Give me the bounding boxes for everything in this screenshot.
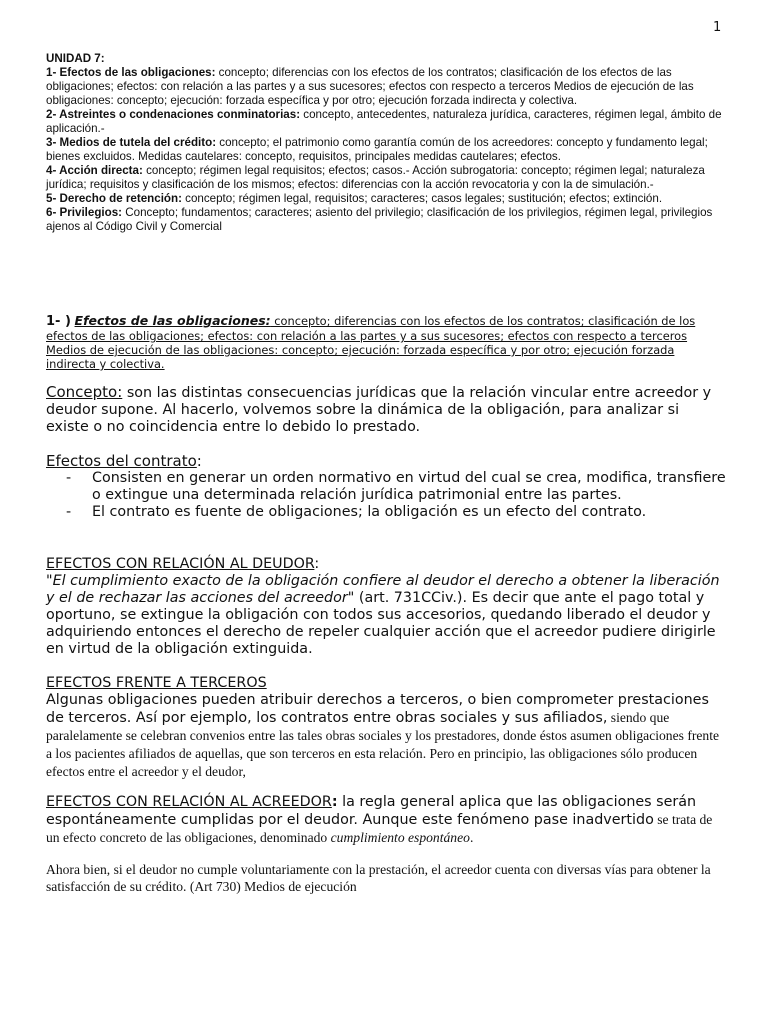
efectos-contrato-list [46, 470, 726, 521]
efectos-deudor-heading: EFECTOS CON RELACIÓN AL DEUDOR [46, 556, 315, 572]
efectos-contrato-heading: Efectos del contrato [46, 452, 197, 470]
unit-title: UNIDAD 7: [46, 52, 105, 65]
efectos-deudor-block: EFECTOS CON RELACIÓN AL DEUDOR: "El cumplimiento exacto de la obligación confiere al deudor el derecho a obtener la liberación y el de rechazar las acciones del acreedor" (art. 731CCiv.). Es decir que ante el pago total y oportuno, se extingue la obligación con todos sus accesorios, quedando liberado el deudor y adquiriendo entonces el derecho de repeler cualquier acción que el acreedor pudiere dirigirle en virtud de la obligación extinguida. [46, 556, 726, 658]
unit-syllabus [46, 52, 722, 234]
syllabus-item-1: 1- Efectos de las obligaciones: concepto; diferencias con los efectos de los contratos; clasificación de los efectos de las obligaciones; efectos: con relación a las partes y a sus sucesores; efectos con respecto a terceros Medios de ejecución de las obligaciones: concepto; ejecución: forzada específica y por otro; ejecución forzada indirecta y colectiva. [46, 66, 694, 107]
syllabus-item-4: 4- Acción directa: concepto; régimen legal requisitos; efectos; casos.- Acción subrogatoria: concepto; régimen legal; naturaleza jurídica; requisitos y clasificación de los mismos; efectos: diferencias con la acción revocatoria y con la de simulación.- [46, 164, 705, 191]
efectos-deudor-text: "El cumplimiento exacto de la obligación confiere al deudor el derecho a obtener la liberación y el de rechazar las acciones del acreedor" (art. 731CCiv.). Es decir que ante el pago total y oportuno, se extingue la obligación con todos sus accesorios, quedando liberado el deudor y adquiriendo entonces el derecho de repeler cualquier acción que el acreedor pudiere dirigirle en virtud de la obligación extinguida. [46, 573, 720, 657]
concepto-label: Concepto: [46, 383, 123, 401]
efectos-contrato-block: Efectos del contrato: - Consisten en generar un orden normativo en virtud del cual se crea, modifica, transfiere o extingue una determinada relación jurídica patrimonial entre las partes. - El contrato es fuente de obligaciones; la obligación es un efecto del contrato. [46, 453, 726, 521]
efectos-terceros-text: Algunas obligaciones pueden atribuir derechos a terceros, o bien comprometer prestaciones de terceros. Así por ejemplo, los contratos entre obras sociales y sus afiliados, siendo que paralelamente se celebran convenios entre las tales obras sociales y los prestadores, donde éstos asumen obligaciones frente a los pacientes afiliados de aquellas, que son terceros en esta relación. Pero en principio, las obligaciones sólo producen efectos entre el acreedor y el deudor, [46, 692, 720, 779]
syllabus-item-5: 5- Derecho de retención: concepto; régimen legal, requisitos; caracteres; casos legales; sustitución; efectos; extinción. [46, 192, 663, 205]
list-item: - Consisten en generar un orden normativo en virtud del cual se crea, modifica, transfiere o extingue una determinada relación jurídica patrimonial entre las partes. [66, 470, 726, 504]
efectos-acreedor-block [46, 794, 726, 847]
syllabus-item-6: 6- Privilegios: Concepto; fundamentos; caracteres; asiento del privilegio; clasificación de los privilegios, régimen legal, privilegios ajenos al Código Civil y Comercial [46, 206, 713, 233]
efectos-acreedor-heading: EFECTOS CON RELACIÓN AL ACREEDOR [46, 794, 332, 810]
section-summary: concepto; diferencias con los efectos de los contratos; clasificación de los efectos de las obligaciones; efectos: con relación a las partes y a sus sucesores; efectos con respecto a terceros Medios de ejecución de las obligaciones: concepto; ejecución: forzada específica y por otro; ejecución forzada indirecta y colectiva. [46, 314, 696, 371]
syllabus-item-2: 2- Astreintes o condenaciones conminatorias: concepto, antecedentes, naturaleza jurídica, caracteres, régimen legal, ámbito de aplicación.- [46, 108, 722, 135]
final-paragraph: Ahora bien, si el deudor no cumple voluntariamente con la prestación, el acreedor cuenta con diversas vías para obtener la satisfacción de su crédito. (Art 730) Medios de ejecución [46, 862, 711, 894]
concepto-paragraph [46, 384, 726, 436]
section-1-heading [46, 314, 722, 371]
syllabus-item-3: 3- Medios de tutela del crédito: concepto; el patrimonio como garantía común de los acreedores: concepto y fundamento legal; bienes excluidos. Medidas cautelares: concepto, requisitos, principales medidas cautelares; efectos. [46, 136, 708, 163]
section-number: 1- ) [46, 314, 71, 329]
efectos-terceros-heading: EFECTOS FRENTE A TERCEROS [46, 675, 267, 691]
efectos-terceros-block [46, 675, 726, 781]
page-number: 1 [713, 20, 722, 35]
concepto-text: son las distintas consecuencias jurídicas que la relación vincular entre acreedor y deudor supone. Al hacerlo, volvemos sobre la dinámica de la obligación, para analizar si existe o no coincidencia entre lo debido lo prestado. [46, 385, 712, 435]
list-item: - El contrato es fuente de obligaciones; la obligación es un efecto del contrato. [66, 504, 726, 521]
section-title: Efectos de las obligaciones: [74, 313, 271, 328]
efectos-acreedor-text: EFECTOS CON RELACIÓN AL ACREEDOR: la regla general aplica que las obligaciones serán espontáneamente cumplidas por el deudor. Aunque este fenómeno pase inadvertido se trata de un efecto concreto de las obligaciones, denominado cumplimiento espontáneo. [46, 794, 713, 845]
